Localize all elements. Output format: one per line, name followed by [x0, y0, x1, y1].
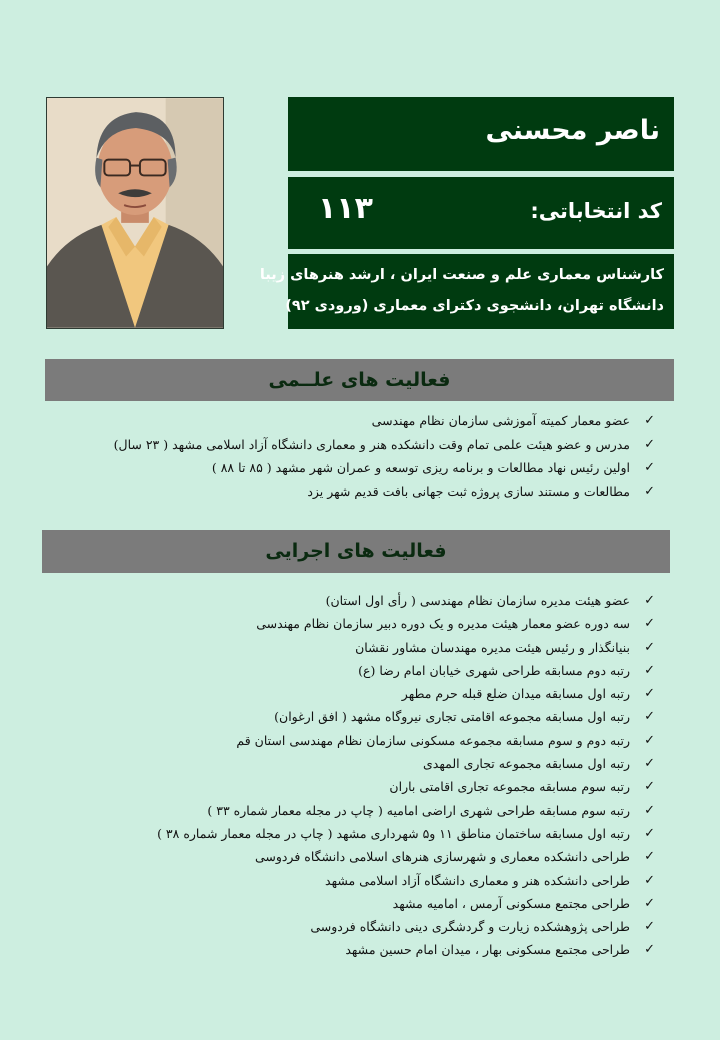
activity-text: طراحی مجتمع مسکونی بهار ، میدان امام حسین مشهد — [345, 942, 630, 958]
activity-text: طراحی پژوهشکده زیارت و گردشگری دینی دانشگاه فردوسی — [310, 919, 630, 935]
election-code-value: ۱۱۳ — [318, 191, 373, 226]
education-box — [259, 254, 674, 329]
executive-activities-list — [157, 589, 658, 962]
activity-item — [157, 636, 658, 659]
activity-item — [157, 892, 658, 915]
activity-item — [114, 456, 658, 480]
checkmark-icon: ✓ — [644, 756, 655, 772]
checkmark-icon: ✓ — [644, 872, 655, 888]
activity-item — [157, 659, 658, 682]
activity-item — [157, 845, 658, 868]
activity-text: رتبه سوم مسابقه مجموعه تجاری اقامتی باران — [389, 779, 630, 795]
activity-text: رتبه اول مسابقه مجموعه اقامتی تجاری نیروگاه مشهد ( افق ارغوان) — [274, 709, 630, 725]
checkmark-icon: ✓ — [644, 639, 655, 655]
activity-item — [157, 938, 658, 961]
activity-item — [157, 915, 658, 938]
checkmark-icon: ✓ — [644, 825, 655, 841]
checkmark-icon: ✓ — [644, 802, 655, 818]
candidate-photo — [46, 97, 224, 329]
activity-text: رتبه دوم و سوم مسابقه مجموعه مسکونی سازمان نظام مهندسی استان قم — [236, 732, 630, 748]
checkmark-icon: ✓ — [644, 895, 655, 911]
candidate-name: ناصر محسنی — [485, 115, 660, 146]
activity-text: طراحی دانشکده هنر و معماری دانشگاه آزاد اسلامی مشهد — [325, 872, 630, 888]
activity-item — [157, 682, 658, 705]
checkmark-icon: ✓ — [644, 593, 655, 608]
activity-item — [157, 729, 658, 752]
activity-item — [157, 799, 658, 822]
checkmark-icon: ✓ — [644, 686, 655, 702]
checkmark-icon: ✓ — [644, 779, 655, 795]
checkmark-icon: ✓ — [644, 919, 655, 935]
activity-text: طراحی مجتمع مسکونی آرمس ، امامیه مشهد — [392, 895, 630, 911]
education-line-2: دانشگاه تهران، دانشجوی دکترای معماری (ورودی ۹۲) — [285, 298, 664, 314]
candidate-name-box — [288, 97, 674, 171]
checkmark-icon: ✓ — [644, 662, 655, 678]
activity-item — [157, 589, 658, 612]
executive-activities-header: فعالیت های اجرایی — [42, 530, 670, 573]
education-line-1: کارشناس معماری علم و صنعت ایران ، ارشد هنرهای زیبا — [259, 267, 664, 283]
activity-text: رتبه اول مسابقه مجموعه تجاری المهدی — [422, 756, 630, 772]
activity-text: اولین رئیس نهاد مطالعات و برنامه ریزی توسعه و عمران شهر مشهد ( ۸۵ تا ۸۸ ) — [211, 460, 630, 475]
activity-text: مدرس و عضو هیئت علمی تمام وقت دانشکده هنر و معماری دانشگاه آزاد اسلامی مشهد ( ۲۳ سال) — [113, 436, 630, 452]
activity-text: مطالعات و مستند سازی پروژه ثبت جهانی بافت قدیم شهر یزد — [307, 483, 630, 499]
checkmark-icon: ✓ — [644, 709, 655, 725]
checkmark-icon: ✓ — [644, 849, 655, 865]
scientific-activities-list — [114, 409, 658, 503]
activity-item — [157, 822, 658, 845]
checkmark-icon: ✓ — [644, 942, 655, 958]
checkmark-icon: ✓ — [644, 616, 655, 632]
election-code-label: کد انتخاباتی: — [530, 199, 662, 223]
checkmark-icon: ✓ — [644, 732, 655, 748]
checkmark-icon: ✓ — [644, 436, 655, 452]
activity-item — [157, 612, 658, 635]
activity-text: عضو هیئت مدیره سازمان نظام مهندسی ( رأی اول استان) — [325, 593, 630, 608]
activity-text: عضو معمار کمیته آموزشی سازمان نظام مهندسی — [371, 413, 630, 428]
activity-text: رتبه اول مسابقه میدان ضلع قبله حرم مطهر — [401, 686, 630, 702]
election-code-box — [288, 177, 674, 249]
activity-item — [157, 775, 658, 798]
scientific-activities-header: فعالیت های علــمی — [45, 359, 674, 401]
activity-text: طراحی دانشکده معماری و شهرسازی هنرهای اسلامی دانشگاه فردوسی — [254, 849, 630, 865]
activity-item — [114, 433, 658, 457]
activity-item — [114, 480, 658, 504]
activity-text: رتبه اول مسابقه ساختمان مناطق ۱۱ و۵ شهرداری مشهد ( چاپ در مجله معمار شماره ۳۸ ) — [157, 825, 630, 841]
checkmark-icon: ✓ — [644, 460, 655, 475]
activity-text: رتبه دوم مسابقه طراحی شهری خیابان امام رضا (ع) — [358, 662, 630, 678]
activity-item — [157, 869, 658, 892]
activity-item — [157, 752, 658, 775]
activity-text: سه دوره عضو معمار هیئت مدیره و یک دوره دبیر سازمان نظام مهندسی — [256, 616, 630, 632]
checkmark-icon: ✓ — [644, 483, 655, 499]
activity-text: بنیانگذار و رئیس هیئت مدیره مهندسان مشاور نقشان — [355, 639, 630, 655]
activity-item — [157, 705, 658, 728]
activity-text: رتبه سوم مسابقه طراحی شهری اراضی امامیه ( چاپ در مجله معمار شماره ۳۳ ) — [207, 802, 630, 818]
activity-item — [114, 409, 658, 433]
checkmark-icon: ✓ — [644, 413, 655, 428]
